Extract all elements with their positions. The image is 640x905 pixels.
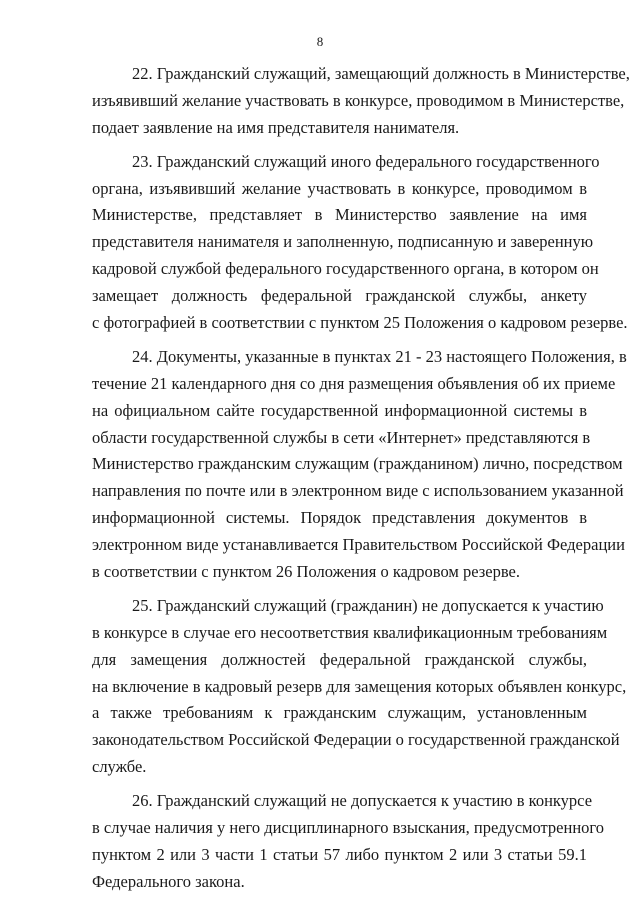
paragraph-line: в соответствии с пунктом 26 Положения о кадровом резерве. xyxy=(92,562,521,582)
paragraph-line: изъявивший желание участвовать в конкурсе, проводимом в Министерстве, xyxy=(92,90,625,110)
paragraph-line: пунктом 2 или 3 части 1 статьи 57 либо пунктом 2 или 3 статьи 59.1 xyxy=(92,844,587,864)
paragraph-line: 24. Документы, указанные в пунктах 21 - 23 настоящего Положения, в xyxy=(132,346,627,366)
paragraph-line: Федерального закона. xyxy=(92,871,245,891)
paragraph-line: законодательством Российской Федерации о государственной гражданской xyxy=(92,730,620,750)
paragraph-22 xyxy=(92,61,630,142)
paragraph-line: электронном виде устанавливается Правительством Российской Федерации xyxy=(92,535,625,555)
paragraph-line: а также требованиям к гражданским служащим, установленным xyxy=(92,703,587,723)
paragraph-line: в конкурсе в случае его несоответствия квалификационным требованиям xyxy=(92,622,608,642)
paragraph-line: органа, изъявивший желание участвовать в конкурсе, проводимом в xyxy=(92,178,587,198)
document-body xyxy=(92,61,630,896)
paragraph-line: на включение в кадровый резерв для замещения которых объявлен конкурс, xyxy=(92,676,627,696)
paragraph-line: кадровой службой федерального государственного органа, в котором он xyxy=(92,259,599,279)
paragraph-line: информационной системы. Порядок представления документов в xyxy=(92,508,587,528)
paragraph-line: в случае наличия у него дисциплинарного взыскания, предусмотренного xyxy=(92,818,605,838)
paragraph-line: направления по почте или в электронном виде с использованием указанной xyxy=(92,481,624,501)
paragraph-line: для замещения должностей федеральной гражданской службы, xyxy=(92,649,587,669)
paragraph-24 xyxy=(92,344,627,586)
paragraph-line: 22. Гражданский служащий, замещающий должность в Министерстве, xyxy=(132,64,630,83)
paragraph-line: 26. Гражданский служащий не допускается к участию в конкурсе xyxy=(132,791,593,811)
paragraph-line: службе. xyxy=(92,757,147,777)
paragraph-line: представителя нанимателя и заполненную, подписанную и заверенную xyxy=(92,232,594,252)
paragraph-line: Министерство гражданским служащим (гражданином) лично, посредством xyxy=(92,454,623,474)
paragraph-line: области государственной службы в сети «Интернет» представляются в xyxy=(92,427,591,447)
paragraph-line: с фотографией в соответствии с пунктом 25 Положения о кадровом резерве. xyxy=(92,313,628,333)
paragraph-line: 23. Гражданский служащий иного федерального государственного xyxy=(132,151,600,171)
paragraph-line: замещает должность федеральной гражданской службы, анкету xyxy=(92,286,587,306)
paragraph-26 xyxy=(92,788,605,896)
paragraph-line: течение 21 календарного дня со дня размещения объявления об их приеме xyxy=(92,373,616,393)
paragraph-25 xyxy=(92,593,627,781)
paragraph-line: Министерстве, представляет в Министерство заявление на имя xyxy=(92,205,587,225)
paragraph-line: 25. Гражданский служащий (гражданин) не допускается к участию xyxy=(132,595,604,615)
paragraph-23 xyxy=(92,149,628,337)
paragraph-line: подает заявление на имя представителя нанимателя. xyxy=(92,117,460,137)
paragraph-line: на официальном сайте государственной информационной системы в xyxy=(92,400,587,420)
page-number: 8 xyxy=(316,34,324,49)
